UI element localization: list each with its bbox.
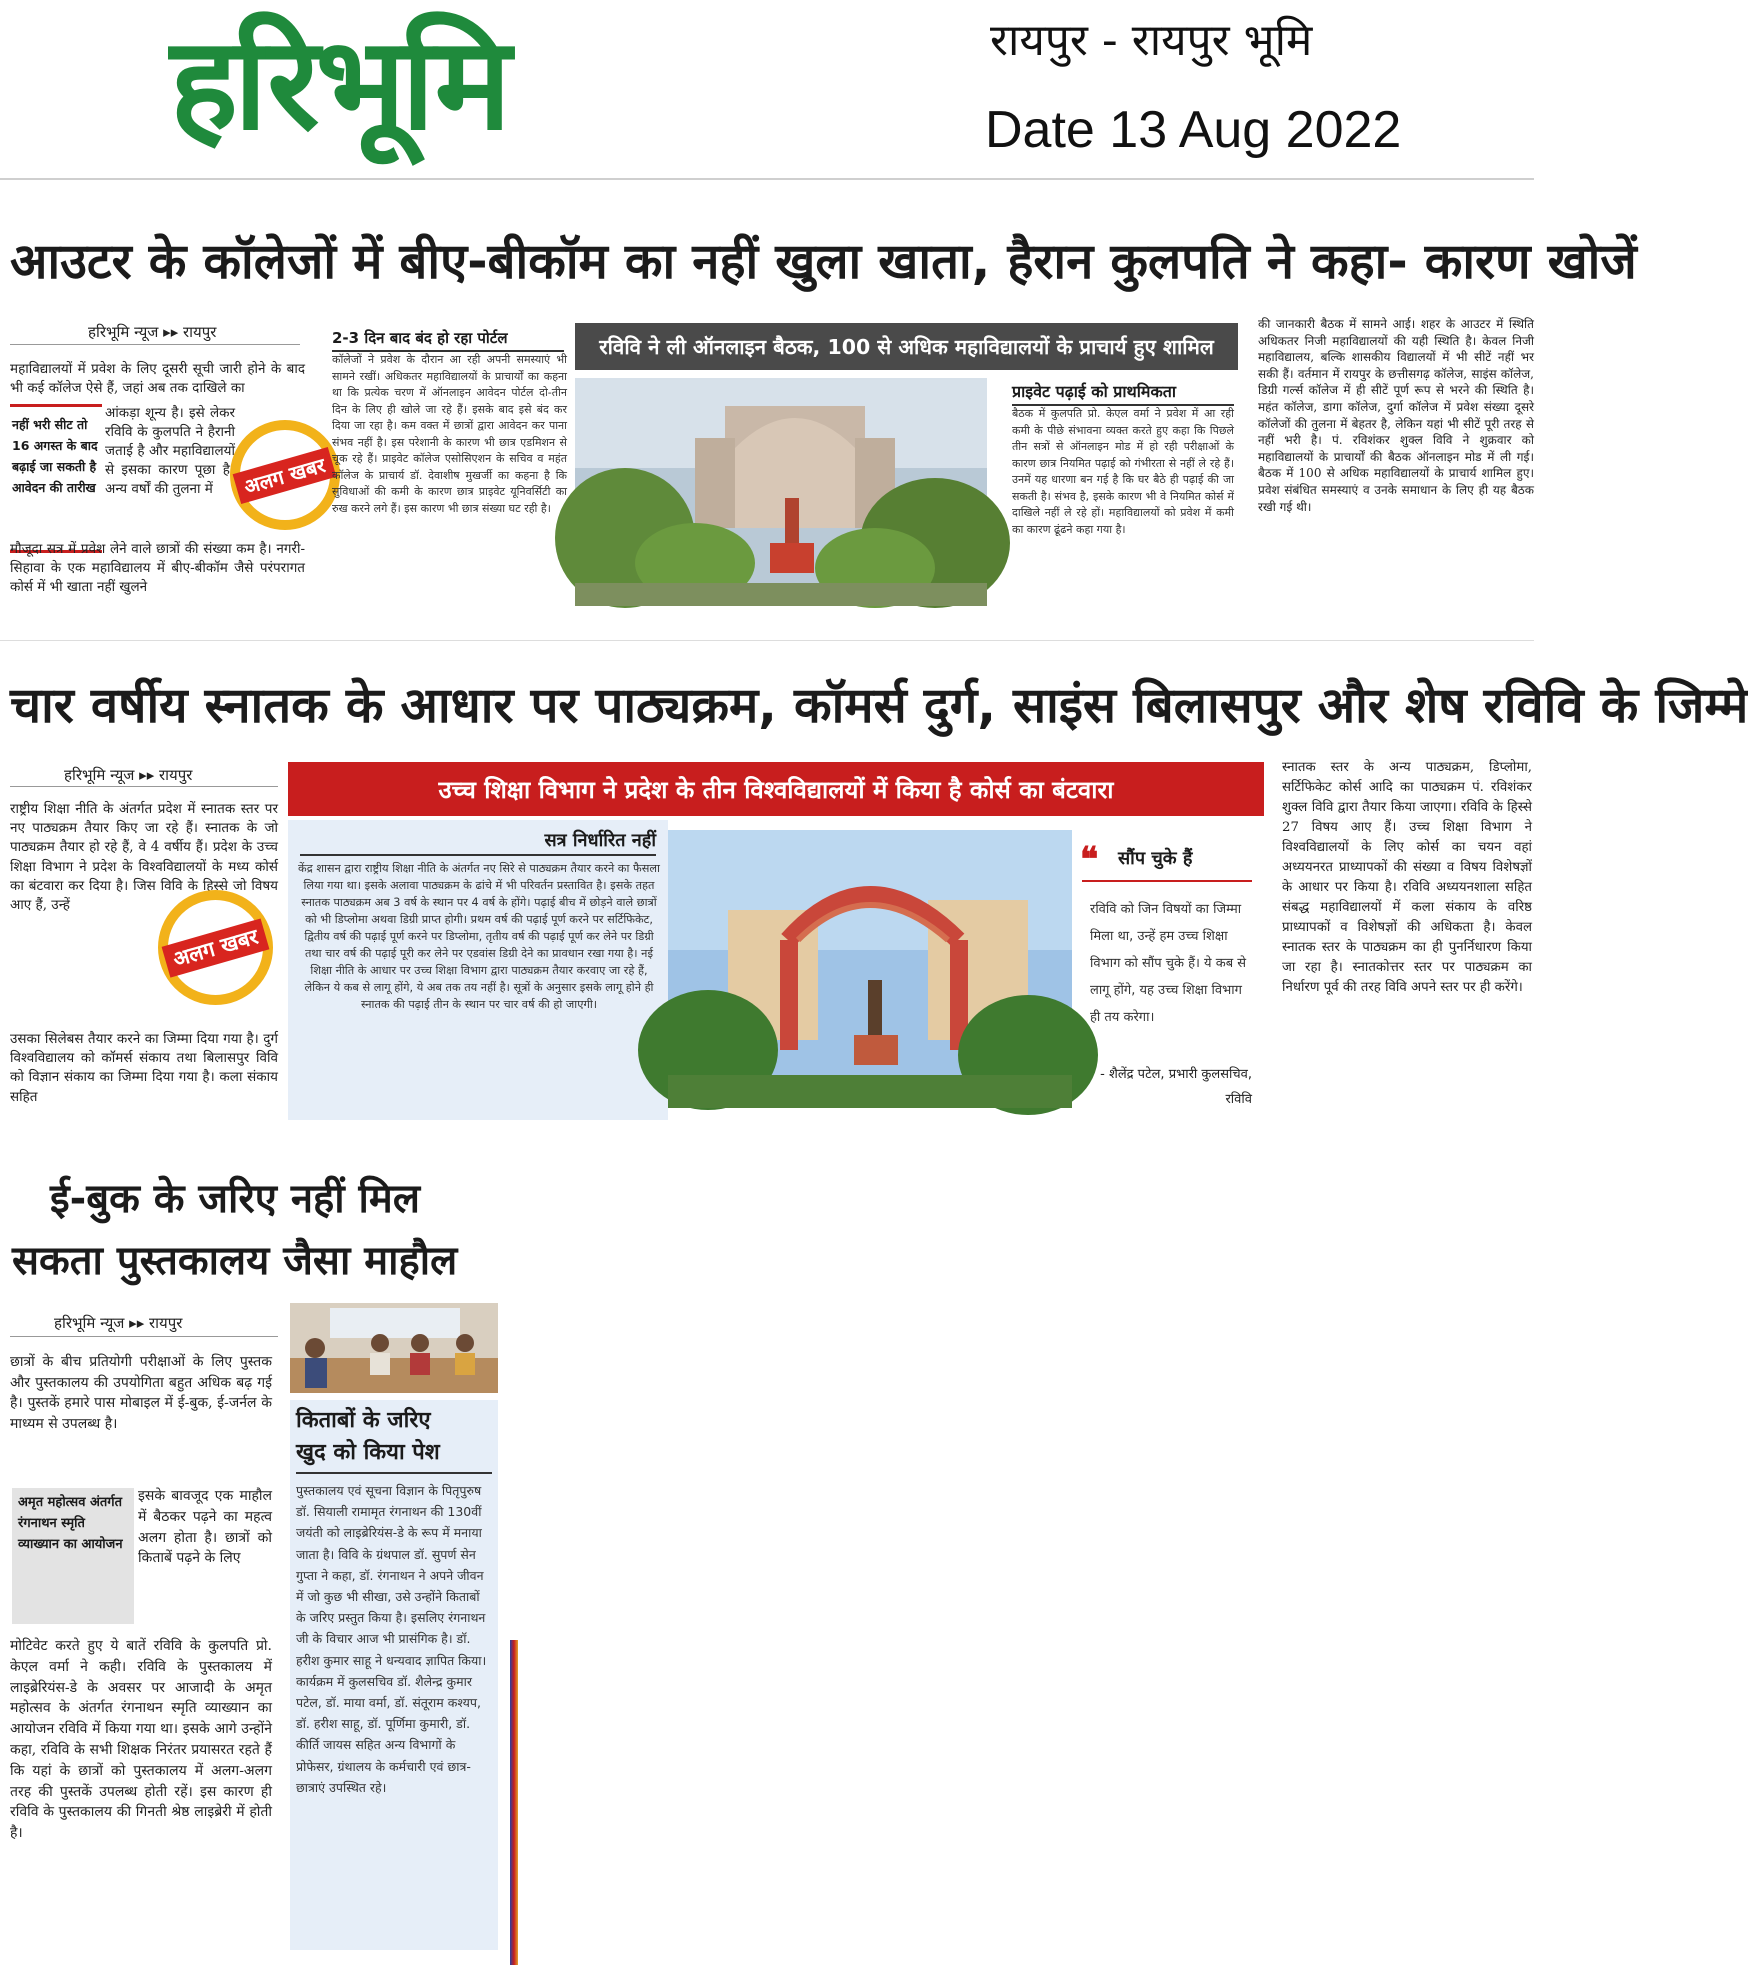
event-photo <box>290 1303 498 1393</box>
story1-pull-quote: नहीं भरी सीट तो 16 अगस्त के बाद बढ़ाई जा सकती है आवेदन की तारीख <box>12 417 98 495</box>
story1-byline: हरिभूमि न्यूज ▸▸ रायपुर <box>88 323 217 341</box>
university-gate-photo <box>575 378 987 606</box>
quote-attribution: - शैलेंद्र पटेल, प्रभारी कुलसचिव, रविवि <box>1100 1067 1252 1107</box>
story3-pull-quote: अमृत महोत्सव अंतर्गत रंगनाथन स्मृति व्याख्यान का आयोजन <box>18 1495 123 1552</box>
quote-subhead: सौंप चुके हैं <box>1118 848 1193 869</box>
newspaper-logo: हरिभूमि <box>170 10 508 159</box>
quote-text: रविवि को जिन विषयों का जिम्मा मिला था, उन्हें हम उच्च शिक्षा विभाग को सौंप चुके हैं। ये कब से लागू होंगे, यह उच्च शिक्षा विभाग ही तय करेगा। <box>1090 902 1247 1025</box>
session-subhead: सत्र निर्धारित नहीं <box>300 828 656 856</box>
story3-byline: हरिभूमि न्यूज ▸▸ रायपुर <box>54 1314 183 1332</box>
quote-mark-glyph: ❝ <box>1080 840 1099 880</box>
session-text: केंद्र शासन द्वारा राष्ट्रीय शिक्षा नीति के अंतर्गत नए सिरे से पाठ्यक्रम तैयार करने का फैसला लिया गया था। इसके अलावा पाठ्यक्रम के ढांचे में भी परिवर्तन प्रस्तावित है। इसके तहत स्नातक पाठ्यक्रम अब 3 वर्ष के स्थान पर 4 वर्ष के होंगे। पढ़ाई बीच में छोड़ने वाले छात्रों को भी डिप्लोमा अथवा डिग्री प्राप्त होगी। प्रथम वर्ष की पढ़ाई पूर्ण करने पर सर्टिफिकेट, द्वितीय वर्ष की पढ़ाई पूर्ण करने पर डिप्लोमा, तृतीय वर्ष की पढ़ाई पूर्ण कर लेने पर डिग्री तथा चार वर्ष की पढ़ाई पूरी कर लेने पर एडवांस डिग्री देने का प्रावधान रखा गया है। नई शिक्षा नीति के आधार पर उच्च शिक्षा विभाग द्वारा पाठ्यक्रम तैयार करवाए जा रहे हैं, लेकिन ये कब से लागू होंगे, ये अब तक तय नहीं है। सूत्रों के अनुसार इसके लागू होने ही स्नातक की पढ़ाई तीन के स्थान पर चार वर्ष की हो जाएगी। <box>298 862 660 1011</box>
story3-headline-line1: ई-बुक के जरिए नहीं मिल <box>50 1176 420 1222</box>
story2-column-bottom: उसका सिलेबस तैयार करने का जिम्मा दिया गया है। दुर्ग विश्वविद्यालय को कॉमर्स संकाय तथा बिलासपुर विवि को विज्ञान संकाय का जिम्मा दिया गया है। कला संकाय सहित <box>10 1031 278 1105</box>
quote-rule <box>1082 880 1252 882</box>
story2-column-top: राष्ट्रीय शिक्षा नीति के अंतर्गत प्रदेश में स्नातक स्तर पर नए पाठ्यक्रम तैयार किए जा रहे हैं। स्नातक के जो पाठ्यक्रम तैयार हो रहे हैं, वे 4 वर्षीय हैं। प्रदेश के उच्च शिक्षा विभाग ने प्रदेश के विश्वविद्यालयों के मध्य कोर्स का बंटवारा कर दिया है। जिस विवि के हिस्से जो विषय आए हैं, उन्हें <box>10 801 278 914</box>
event-illustration <box>290 1303 498 1393</box>
story2-byline: हरिभूमि न्यूज ▸▸ रायपुर <box>64 766 193 784</box>
story3-body: मोटिवेट करते हुए ये बातें रविवि के कुलपति प्रो. केएल वर्मा ने कही। रविवि के पुस्तकालय में लाइब्रेरियंस-डे के अवसर पर आजादी के अमृत महोत्सव के अंतर्गत रंगनाथन स्मृति व्याख्यान का आयोजन रविवि में किया गया था। इसके आगे उन्होंने कहा, रविवि के सभी शिक्षक निरंतर प्रयासरत रहते हैं कि यहां के छात्रों को पुस्तकालय में अलग-अलग तरह की पुस्तकें उपलब्ध होती रहें। इस कारण ही रविवि के पुस्तकालय की गिनती श्रेष्ठ लाइब्रेरी में होती है। <box>10 1638 272 1842</box>
alag-khabar-label: अलग खबर <box>161 918 269 977</box>
story1-stamp <box>230 420 340 530</box>
story3-headline-line2: सकता पुस्तकालय जैसा माहौल <box>12 1238 458 1284</box>
portal-text: कॉलेजों ने प्रवेश के दौरान आ रही अपनी समस्याएं भी सामने रखीं। अधिकतर महाविद्यालयों के प्राचार्यों का कहना था कि प्रत्येक चरण में ऑनलाइन आवेदन पोर्टल दो-तीन दिन के लिए ही खोले जा रहे हैं। इसके बाद इसे बंद कर दिया जा रहा है। कम वक्त में छात्रों द्वारा आवेदन कर पाना संभव नहीं है। इस परेशानी के कारण भी छात्र एडमिशन से चूक रहे हैं। प्राइवेट कॉलेज एसोसिएशन के सचिव व महंत कॉलेज के प्राचार्य डॉ. देवाशीष मुखर्जी का कहना है कि सुविधाओं की कमी के कारण छात्र प्राइवेट यूनिवर्सिटी का रुख करने लगे हैं। इस कारण भी छात्र संख्या घट रही है। <box>332 353 567 515</box>
byline-divider <box>10 786 278 787</box>
university-gate-illustration <box>575 378 987 606</box>
story1-column-narrow: आंकड़ा शून्य है। इसे लेकर रविवि के कुलपति ने हैरानी जताई है और महाविद्यालयों से इसका कारण पूछा है। अन्य वर्षों की तुलना में <box>105 405 235 497</box>
masthead-divider <box>0 178 1534 180</box>
edition-date: Date 13 Aug 2022 <box>985 101 1402 159</box>
books-subhead-line2: खुद को किया पेश <box>296 1440 440 1465</box>
story3-lead: छात्रों के बीच प्रतियोगी परीक्षाओं के लिए पुस्तक और पुस्तकालय की उपयोगिता बहुत अधिक बढ़ गई है। पुस्तकें हमारे पास मोबाइल में ई-बुक, ई-जर्नल के माध्यम से उपलब्ध है। <box>10 1354 272 1432</box>
story2-stamp <box>158 890 273 1005</box>
private-study-subhead: प्राइवेट पढ़ाई को प्राथमिकता <box>1012 380 1234 406</box>
story2-headline: चार वर्षीय स्नातक के आधार पर पाठ्यक्रम, कॉमर्स दुर्ग, साइंस बिलासपुर और शेष रविवि के जिम्मे <box>10 677 1748 734</box>
page-edge-strip <box>510 1640 518 1965</box>
story-divider <box>0 640 1534 641</box>
quote-icon <box>1080 840 1120 880</box>
story1-headline: आउटर के कॉलेजों में बीए-बीकॉम का नहीं खुला खाता, हैरान कुलपति ने कहा- कारण खोजें <box>10 233 1637 290</box>
pull-quote-rule <box>10 404 102 407</box>
story2-banner: उच्च शिक्षा विभाग ने प्रदेश के तीन विश्वविद्यालयों में किया है कोर्स का बंटवारा <box>288 762 1264 816</box>
books-subhead-rule <box>296 1472 492 1474</box>
byline-divider <box>10 1336 278 1337</box>
story3-narrow-text: इसके बावजूद एक माहौल में बैठकर पढ़ने का महत्व अलग होता है। छात्रों को किताबें पढ़ने के लिए <box>138 1488 272 1567</box>
story1-right-column: की जानकारी बैठक में सामने आई। शहर के आउटर में स्थिति अधिकतर निजी महाविद्यालयों की यही स्थिति है। केवल निजी महाविद्यालय, बल्कि शासकीय विद्यालयों में भी सीटें नहीं भर सकी हैं। वर्तमान में रायपुर के छत्तीसगढ़ कॉलेज, साइंस कॉलेज, डिग्री गर्ल्स कॉलेज में ही सीटें पूर्ण रूप से भरने की स्थिति है। महंत कॉलेज, डागा कॉलेज, दुर्गा कॉलेज में प्रवेश संख्या दूसरे कॉलेजों की तुलना में बेहतर है, लेकिन यहां भी सीटें पूरी तरह से नहीं भरी है। पं. रविशंकर शुक्ल विवि ने शुक्रवार को महाविद्यालयों के प्राचार्यों की बैठक ऑनलाइन मोड में ली गई। बैठक में 100 से अधिक महाविद्यालयों के प्राचार्य शामिल हुए। प्रवेश संबंधित समस्याएं व उनके समाधान के लिए ही यह बैठक रखी गई थी। <box>1258 317 1534 514</box>
university-arch-photo <box>668 830 1072 1108</box>
alag-khabar-label: अलग खबर <box>233 446 337 503</box>
books-subhead-line1: किताबों के जरिए <box>296 1408 431 1433</box>
portal-subhead: 2-3 दिन बाद बंद हो रहा पोर्टल <box>332 328 564 352</box>
university-arch-illustration <box>668 830 1072 1108</box>
private-study-text: बैठक में कुलपति प्रो. केएल वर्मा ने प्रवेश में आ रही कमी के पीछे संभावना व्यक्त करते हुए कहा कि पिछले तीन सत्रों से ऑनलाइन मोड में हो रही परीक्षाओं के कारण छात्र नियमित पढ़ाई को गंभीरता से नहीं ले रहे हैं। उनमें यह धारणा बन गई है कि घर बैठे ही पढ़ाई की जा सकती है। संभव है, इसके कारण भी वे नियमित कोर्स में दाखिले नहीं ले रहे हों। महाविद्यालयों को प्रवेश में कमी का कारण ढूंढने कहा गया है। <box>1012 407 1234 536</box>
byline-divider <box>10 344 300 345</box>
story1-banner: रविवि ने ली ऑनलाइन बैठक, 100 से अधिक महाविद्यालयों के प्राचार्य हुए शामिल <box>575 323 1238 370</box>
story1-lead: महाविद्यालयों में प्रवेश के लिए दूसरी सूची जारी होने के बाद भी कई कॉलेज ऐसे हैं, जहां अब तक दाखिले का <box>10 361 305 396</box>
books-text: पुस्तकालय एवं सूचना विज्ञान के पितृपुरुष डॉ. सियाली रामामृत रंगनाथन की 130वीं जयंती को लाइब्रेरियंस-डे के रूप में मनाया जाता है। विवि के ग्रंथपाल डॉ. सुपर्ण सेन गुप्ता ने कहा, डॉ. रंगनाथन ने अपने जीवन में जो कुछ भी सीखा, उसे उन्होंने किताबों के जरिए प्रस्तुत किया है। इसलिए रंगनाथन जी के विचार आज भी प्रासंगिक है। डॉ. हरीश कुमार साहू ने धन्यवाद ज्ञापित किया। कार्यक्रम में कुलसचिव डॉ. शैलेन्द्र कुमार पटेल, डॉ. माया वर्मा, डॉ. संतूराम कश्यप, डॉ. हरीश साहू, डॉ. पूर्णिमा कुमारी, डॉ. कीर्ति जायस सहित अन्य विभागों के प्रोफेसर, ग्रंथालय के कर्मचारी एवं छात्र-छात्राएं उपस्थित रहे। <box>296 1483 487 1795</box>
story2-right-column: स्नातक स्तर के अन्य पाठ्यक्रम, डिप्लोमा, सर्टिफिकेट कोर्स आदि का पाठ्यक्रम पं. रविशंकर शुक्ल विवि द्वारा तैयार किया जाएगा। रविवि के हिस्से 27 विषय आए हैं। उच्च शिक्षा विभाग ने विश्वविद्यालयों के लिए कोर्स का चयन वहां अध्ययनरत प्राध्यापकों की संख्या व विषय विशेषज्ञों के आधार पर किया है। रविवि अध्ययनशाला सहित संबद्ध महाविद्यालयों में कला संकाय के वरिष्ठ प्राध्यापकों व विशेषज्ञों की अधिकता है। केवल स्नातक स्तर के पाठ्यक्रम का ही पुनर्निधारण किया जा रहा है। स्नातकोत्तर स्तर पर पाठ्यक्रम का निर्धारण पूर्व की तरह विवि अपने स्तर पर ही करेंगे। <box>1282 760 1532 995</box>
edition-city: रायपुर - रायपुर भूमि <box>990 15 1313 66</box>
story1-column-tail: मौजूदा सत्र में प्रवेश लेने वाले छात्रों की संख्या कम है। नगरी-सिहावा के एक महाविद्यालय में बीए-बीकॉम जैसे परंपरागत कोर्स में भी खाता नहीं खुलने <box>10 541 305 595</box>
story3-pull-quote-box <box>12 1488 134 1624</box>
